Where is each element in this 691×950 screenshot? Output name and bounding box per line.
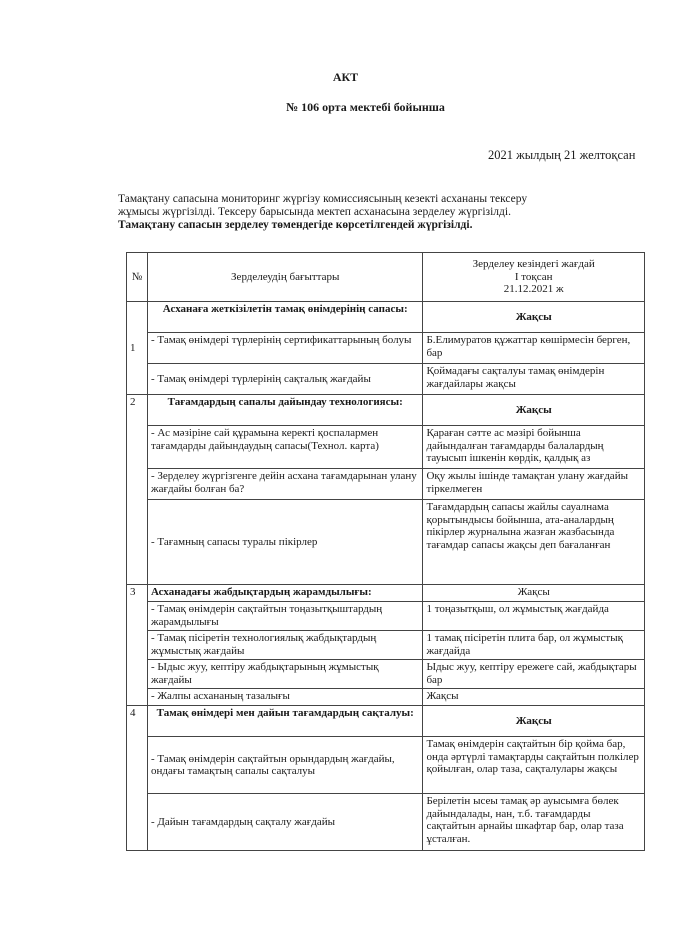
table-row — [127, 364, 645, 395]
row-state: Қоймадағы сақталуы тамақ өнімдерін жағдайлары жақсы — [423, 364, 645, 395]
inspection-table — [126, 252, 645, 851]
row-item: - Жалпы асхананың тазалығы — [147, 689, 422, 706]
row-state: Қараған сәтте ас мәзірі бойынша дайындалған тағамдарды балалардың тауысып ішкенін көрдік, қалдық аз — [423, 426, 645, 469]
header-num: № — [127, 253, 148, 302]
row-state: Берілетін ысеы тамақ әр ауысымға бөлек дайындалады, нан, т.б. тағамдарды сақтайтын арнайы шкафтар бар, олар таза ұсталған. — [423, 794, 645, 851]
row-item: - Тамақ өнімдерін сақтайтын орындардың жағдайы, ондағы тамақтың сапалы сақталуы — [147, 737, 422, 794]
table-row — [127, 794, 645, 851]
header-month: I тоқсан — [514, 270, 553, 283]
document-title: АКТ — [332, 70, 359, 84]
section-number: 4 — [127, 706, 148, 851]
section-row — [127, 302, 645, 333]
intro-line-3: Тамақтану сапасын зерделеу төмендегіде көрсетілгендей жүргізілді. — [118, 219, 473, 231]
row-state: Тағамдардың сапасы жайлы сауалнама қорытындысы бойынша, ата-аналардың пікірлер журналына жазған жазбасында тағамдар сапасы жақсы деп бағаланған — [423, 500, 645, 585]
table-row — [127, 689, 645, 706]
table-row — [127, 631, 645, 660]
row-item: - Ас мәзіріне сай құрамына керекті қоспалармен тағамдарды дайындаудың сапасы(Технол. карта) — [147, 426, 422, 469]
header-state — [423, 253, 645, 302]
document-subtitle: № 106 орта мектебі бойынша — [286, 100, 445, 114]
section-row — [127, 706, 645, 737]
row-item: - Тамақ пісіретін технологиялық жабдықтардың жұмыстық жағдайы — [147, 631, 422, 660]
row-item: - Ыдыс жуу, кептіру жабдықтарының жұмыстық жағдайы — [147, 660, 422, 689]
intro-line-2: жұмысы жүргізілді. Тексеру барысында мектеп асханасына зерделеу жүргізілді. — [118, 206, 511, 218]
section-rating: Жақсы — [423, 585, 645, 602]
row-item: - Зерделеу жүргізгенге дейін асхана тағамдарынан улану жағдайы болған ба? — [147, 469, 422, 500]
section-rating: Жақсы — [423, 302, 645, 333]
row-item: - Дайын тағамдардың сақталу жағдайы — [147, 794, 422, 851]
table-row — [127, 660, 645, 689]
table-header-row — [127, 253, 645, 302]
section-number: 3 — [127, 585, 148, 706]
section-row — [127, 395, 645, 426]
intro-text — [118, 193, 638, 232]
table-row — [127, 333, 645, 364]
section-rating: Жақсы — [423, 395, 645, 426]
section-title: Тамақ өнімдері мен дайын тағамдардың сақталуы: — [147, 706, 422, 737]
row-state: Жақсы — [423, 689, 645, 706]
section-title: Тағамдардың сапалы дайындау технологиясы: — [147, 395, 422, 426]
table-row — [127, 426, 645, 469]
table-row — [127, 602, 645, 631]
row-state: 1 тоңазытқыш, ол жұмыстық жағдайда — [423, 602, 645, 631]
row-item: - Тамақ өнімдерін сақтайтын тоңазытқыштардың жарамдылығы — [147, 602, 422, 631]
row-state: Тамақ өнімдерін сақтайтын бір қойма бар, онда әртүрлі тамақтарды сақтайтын полкілер қойылған, олар таза, сақталулары жақсы — [423, 737, 645, 794]
section-title: Асханаға жеткізілетін тамақ өнімдерінің сапасы: — [147, 302, 422, 333]
section-number: 1 — [127, 302, 148, 395]
row-state: Оқу жылы ішінде тамақтан улану жағдайы тіркелмеген — [423, 469, 645, 500]
intro-line-1: Тамақтану сапасына мониторинг жүргізу комиссиясының кезекті асхананы тексеру — [118, 193, 528, 205]
row-item: - Тамақ өнімдері түрлерінің сақталық жағдайы — [147, 364, 422, 395]
row-state: Б.Елимуратов құжаттар көшірмесін берген, бар — [423, 333, 645, 364]
header-state-label: Зерделеу кезіндегі жағдай — [472, 258, 595, 271]
document-date: 2021 жылдың 21 желтоқсан — [488, 148, 636, 162]
header-date: 21.12.2021 ж — [503, 283, 564, 296]
section-rating: Жақсы — [423, 706, 645, 737]
section-number: 2 — [127, 395, 148, 585]
row-state: 1 тамақ пісіретін плита бар, ол жұмыстық жағдайда — [423, 631, 645, 660]
table-row — [127, 737, 645, 794]
section-title: Асханадағы жабдықтардың жарамдылығы: — [147, 585, 422, 602]
table-row — [127, 469, 645, 500]
row-state: Ыдыс жуу, кептіру ережеге сай, жабдықтары бар — [423, 660, 645, 689]
table-row — [127, 500, 645, 585]
header-directions: Зерделеудің бағыттары — [147, 253, 422, 302]
row-item: - Тағамның сапасы туралы пікірлер — [147, 500, 422, 585]
section-row — [127, 585, 645, 602]
row-item: - Тамақ өнімдері түрлерінің сертификаттарының болуы — [147, 333, 422, 364]
